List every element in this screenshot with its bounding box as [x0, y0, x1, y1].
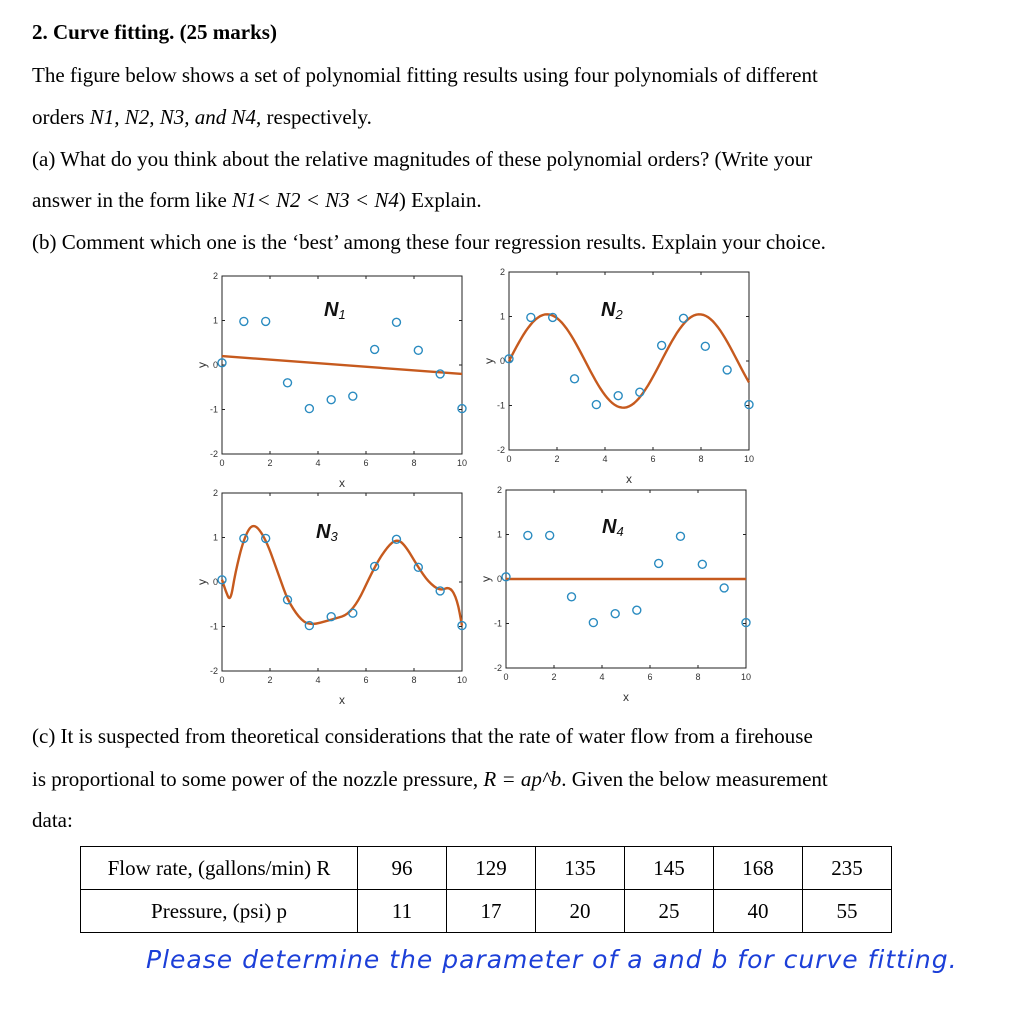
x-tick-label: 4	[602, 454, 608, 464]
table-cell: 235	[803, 847, 892, 890]
chart-panel-n2	[482, 267, 754, 486]
x-tick-label: 6	[650, 454, 656, 464]
plot-frame	[222, 493, 462, 671]
x-tick-label: 0	[503, 672, 509, 682]
table-cell: 17	[447, 890, 536, 933]
y-tick-label: -1	[496, 400, 505, 411]
handwritten-note: Please determine the parameter of a and b for curve fitting.	[146, 945, 958, 974]
inequality-text: N1< N2 < N3 < N4	[232, 188, 399, 212]
x-tick-label: 2	[554, 454, 560, 464]
x-tick-label: 6	[363, 675, 369, 685]
y-tick-label: -1	[209, 621, 218, 632]
table-header-pressure: Pressure, (psi) p	[81, 890, 358, 933]
x-tick-label: 0	[506, 454, 512, 464]
intro-line-2-pre: orders	[32, 105, 90, 129]
part-a-line-2-pre: answer in the form like	[32, 188, 233, 212]
part-a-line-1: (a) What do you think about the relative magnitudes of these polynomial orders? (Write your	[32, 147, 813, 171]
y-tick-label: -2	[209, 449, 218, 459]
y-tick-label: 1	[499, 311, 505, 322]
table-cell: 96	[358, 847, 447, 890]
table-cell: 129	[447, 847, 536, 890]
table-cell: 40	[714, 890, 803, 933]
x-tick-label: 2	[267, 458, 273, 468]
y-tick-label: 1	[212, 532, 218, 543]
x-axis-label: x	[339, 476, 345, 490]
y-axis-label: y	[482, 358, 496, 364]
y-tick-label: -1	[493, 618, 502, 629]
table-cell: 168	[714, 847, 803, 890]
x-tick-label: 0	[219, 675, 225, 685]
y-axis-label: y	[479, 576, 493, 582]
x-tick-label: 10	[456, 458, 468, 468]
measurement-table	[80, 846, 892, 933]
y-tick-label: 0	[212, 577, 218, 587]
part-c-line-2-pre: is proportional to some power of the nozzle pressure,	[32, 767, 484, 791]
orders-text: N1, N2, N3, and N4	[89, 105, 257, 129]
x-tick-label: 4	[315, 675, 321, 685]
table-cell: 55	[803, 890, 892, 933]
y-tick-label: -2	[493, 663, 502, 673]
chart-panel-n4	[479, 485, 751, 704]
x-tick-label: 10	[456, 675, 468, 685]
table-row-pressure	[81, 890, 892, 933]
x-tick-label: 10	[740, 672, 752, 682]
x-axis-label: x	[626, 472, 632, 486]
table-cell: 135	[536, 847, 625, 890]
part-c-line-2-post: . Given the below measurement	[561, 767, 828, 791]
panel-label: N1	[324, 299, 346, 322]
y-tick-label: 2	[496, 485, 502, 495]
table-header-flow-rate: Flow rate, (gallons/min) R	[81, 847, 358, 890]
plot-frame	[509, 272, 749, 450]
y-tick-label: -1	[209, 404, 218, 415]
chart-panel-n1	[195, 271, 467, 490]
x-axis-label: x	[623, 690, 629, 704]
y-axis-label: y	[195, 579, 209, 585]
table-cell: 145	[625, 847, 714, 890]
intro-line-2-post: , respectively.	[256, 105, 372, 129]
x-tick-label: 2	[551, 672, 557, 682]
panel-label-subscript: 4	[616, 524, 624, 539]
intro-line-1: The figure below shows a set of polynomial fitting results using four polynomials of different	[32, 63, 818, 87]
x-tick-label: 2	[267, 675, 273, 685]
y-tick-label: -2	[209, 666, 218, 676]
x-tick-label: 8	[695, 672, 701, 682]
y-tick-label: 0	[499, 356, 505, 366]
formula-text: R = ap^b	[483, 767, 562, 791]
panel-label-subscript: 1	[338, 307, 346, 322]
panel-label-subscript: 2	[615, 307, 623, 322]
y-axis-label: y	[195, 362, 209, 368]
x-tick-label: 8	[411, 458, 417, 468]
y-tick-label: 1	[496, 529, 502, 540]
x-tick-label: 4	[315, 458, 321, 468]
part-c-line-1: (c) It is suspected from theoretical considerations that the rate of water flow from a firehouse	[32, 724, 813, 748]
x-tick-label: 6	[363, 458, 369, 468]
panel-label: N2	[601, 299, 623, 322]
y-tick-label: 1	[212, 315, 218, 326]
part-b-text: (b) Comment which one is the ‘best’ among these four regression results. Explain your choice.	[32, 230, 826, 254]
part-a-line-2-post: ) Explain.	[398, 188, 482, 212]
x-tick-label: 8	[411, 675, 417, 685]
x-axis-label: x	[339, 693, 345, 707]
chart-panel-n3	[195, 488, 467, 707]
table-row-flow-rate	[81, 847, 892, 890]
x-tick-label: 4	[599, 672, 605, 682]
x-tick-label: 10	[743, 454, 755, 464]
x-tick-label: 0	[219, 458, 225, 468]
question-title: 2. Curve fitting. (25 marks)	[32, 20, 277, 44]
y-tick-label: 2	[499, 267, 505, 277]
y-tick-label: 2	[212, 488, 218, 498]
table-cell: 25	[625, 890, 714, 933]
part-c-line-3: data:	[32, 808, 73, 832]
panel-label-subscript: 3	[330, 529, 338, 544]
part-c-line-2	[32, 767, 828, 791]
y-tick-label: 2	[212, 271, 218, 281]
y-tick-label: 0	[496, 574, 502, 584]
panel-label: N3	[316, 521, 338, 544]
y-tick-label: 0	[212, 360, 218, 370]
x-tick-label: 8	[698, 454, 704, 464]
y-tick-label: -2	[496, 445, 505, 455]
x-tick-label: 6	[647, 672, 653, 682]
table-cell: 20	[536, 890, 625, 933]
table-cell: 11	[358, 890, 447, 933]
panel-label: N4	[602, 516, 624, 539]
